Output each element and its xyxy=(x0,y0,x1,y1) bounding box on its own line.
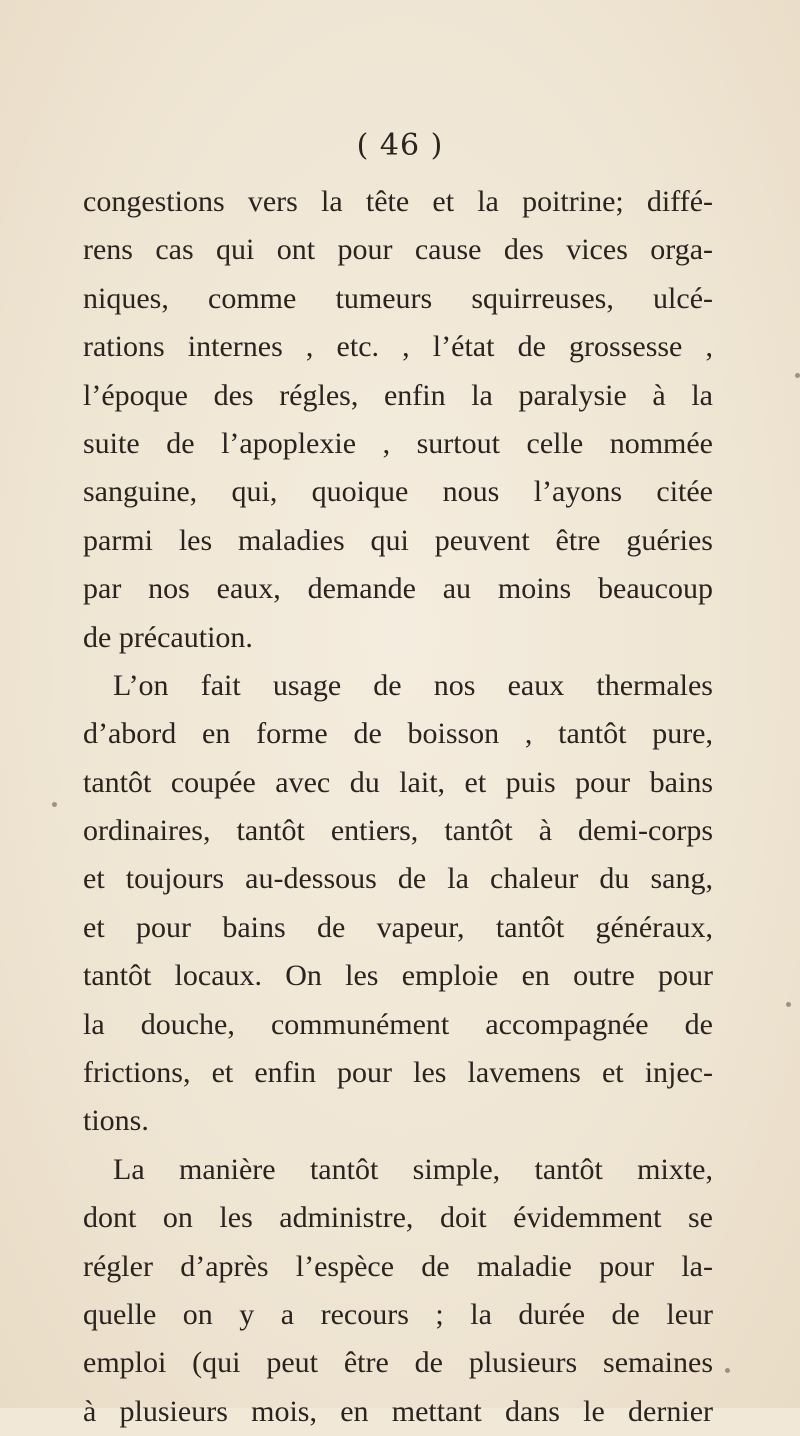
text-line: et pour bains de vapeur, tantôt généraux, xyxy=(83,910,713,944)
text-line: dont on les administre, doit évidemment se xyxy=(83,1201,713,1235)
text-line: niques, comme tumeurs squirreuses, ulcé- xyxy=(83,281,713,315)
text-line: par nos eaux, demande au moins beaucoup xyxy=(83,572,713,606)
paper-speck xyxy=(795,373,800,378)
paper-speck xyxy=(725,1368,730,1373)
text-line: d’abord en forme de boisson , tantôt pure, xyxy=(83,717,713,751)
text-line: tantôt locaux. On les emploie en outre pour xyxy=(83,959,713,993)
paper-speck xyxy=(786,1002,791,1007)
text-line: la douche, communément accompagnée de xyxy=(83,1007,713,1041)
text-line: de précaution. xyxy=(83,620,253,654)
body-text xyxy=(83,178,713,1436)
text-line: rations internes , etc. , l’état de grossesse , xyxy=(83,330,713,364)
text-line: congestions vers la tête et la poitrine; diffé- xyxy=(83,185,713,218)
page-number: ( 46 ) xyxy=(356,128,444,163)
text-line: quelle on y a recours ; la durée de leur xyxy=(83,1297,713,1331)
paper-speck xyxy=(52,802,57,807)
text-line: tions. xyxy=(83,1104,149,1138)
text-line: et toujours au-dessous de la chaleur du sang, xyxy=(83,862,713,896)
paragraph-start-line: La manière tantôt simple, tantôt mixte, xyxy=(113,1152,713,1186)
text-line: sanguine, qui, quoique nous l’ayons citée xyxy=(83,475,713,509)
text-line: parmi les maladies qui peuvent être guéries xyxy=(83,523,713,557)
text-line: tantôt coupée avec du lait, et puis pour bains xyxy=(83,765,713,799)
paragraph-start-line: L’on fait usage de nos eaux thermales xyxy=(113,668,713,702)
text-line: régler d’après l’espèce de maladie pour la- xyxy=(83,1249,713,1283)
text-line: rens cas qui ont pour cause des vices orga- xyxy=(83,233,713,267)
text-line: emploi (qui peut être de plusieurs semaines xyxy=(83,1346,713,1380)
text-line: à plusieurs mois, en mettant dans le dernier xyxy=(83,1394,713,1428)
text-line: frictions, et enfin pour les lavemens et injec- xyxy=(83,1056,713,1090)
text-line: l’époque des régles, enfin la paralysie à la xyxy=(83,378,713,412)
text-line: ordinaires, tantôt entiers, tantôt à demi-corps xyxy=(83,814,713,848)
text-line: suite de l’apoplexie , surtout celle nommée xyxy=(83,426,713,460)
